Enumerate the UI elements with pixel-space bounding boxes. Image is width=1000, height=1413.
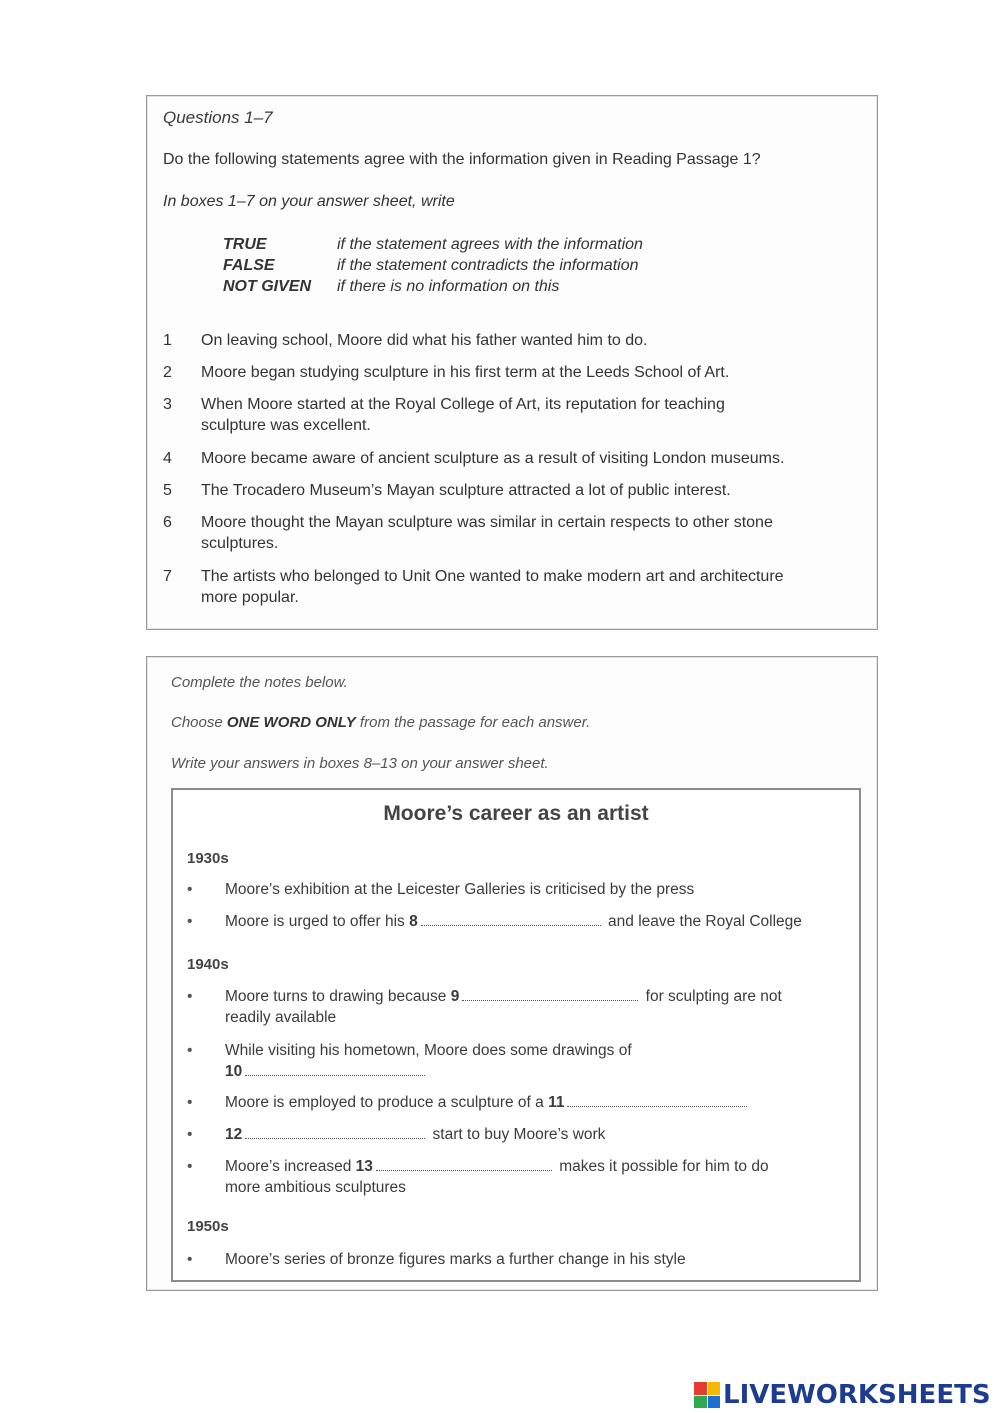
note-text-part: for sculpting are not <box>641 988 782 1005</box>
note-text-part: and leave the Royal College <box>603 913 802 930</box>
bullet-icon: • <box>187 913 193 930</box>
note-text <box>225 1124 847 1145</box>
question-line: sculptures. <box>201 535 279 552</box>
question-number: 6 <box>163 514 172 531</box>
answer-key <box>223 234 643 297</box>
note-bullet <box>187 1124 847 1145</box>
notes-completion-box <box>146 656 878 1291</box>
question-3 <box>163 394 861 436</box>
question-line: more popular. <box>201 589 299 606</box>
instruction-choose <box>171 714 590 731</box>
note-text <box>225 986 847 1028</box>
note-text <box>225 911 847 932</box>
key-term: TRUE <box>223 236 267 253</box>
instruction-text: from the passage for each answer. <box>355 714 591 731</box>
gap-number-11: 11 <box>548 1094 565 1111</box>
question-number: 2 <box>163 364 172 381</box>
logo-square <box>708 1382 721 1395</box>
bullet-icon: • <box>187 1094 193 1111</box>
logo-squares-icon <box>694 1382 720 1408</box>
bullet-icon: • <box>187 988 193 1005</box>
questions-box <box>146 95 878 630</box>
key-meaning: if the statement contradicts the information <box>337 257 639 274</box>
question-line: Moore thought the Mayan sculpture was similar in certain respects to other stone <box>201 514 773 531</box>
note-bullet <box>187 986 847 1028</box>
note-text: Moore’s series of bronze figures marks a further change in his style <box>225 1251 686 1268</box>
question-text <box>201 512 861 554</box>
question-text: The Trocadero Museum’s Mayan sculpture attracted a lot of public interest. <box>201 482 731 499</box>
key-meaning: if there is no information on this <box>337 278 560 295</box>
bullet-icon: • <box>187 1042 193 1059</box>
gap-number-9: 9 <box>450 988 460 1005</box>
note-text-part: more ambitious sculptures <box>225 1179 406 1196</box>
question-number: 3 <box>163 396 172 413</box>
bullet-icon: • <box>187 1126 193 1143</box>
decade-heading-1950s: 1950s <box>187 1218 229 1235</box>
note-text-part: Moore’s increased <box>225 1158 356 1175</box>
note-text-part: Moore is employed to produce a sculpture of a <box>225 1094 549 1111</box>
key-term: NOT GIVEN <box>223 278 312 295</box>
key-term: FALSE <box>223 257 275 274</box>
answer-gap-10[interactable] <box>245 1074 425 1076</box>
bullet-icon: • <box>187 1158 193 1175</box>
answer-gap-9[interactable] <box>462 999 638 1001</box>
note-bullet <box>187 911 847 932</box>
notes-title: Moore’s career as an artist <box>383 802 649 825</box>
note-text-part: Moore is urged to offer his <box>225 913 410 930</box>
liveworksheets-logo[interactable] <box>694 1380 991 1410</box>
note-bullet <box>187 879 847 900</box>
note-text: Moore’s exhibition at the Leicester Galleries is criticised by the press <box>225 881 695 898</box>
note-text <box>225 1092 847 1113</box>
gap-number-10: 10 <box>225 1063 243 1080</box>
question-line: sculpture was excellent. <box>201 417 371 434</box>
section-prompt: Do the following statements agree with the information given in Reading Passage 1? <box>163 151 761 168</box>
bullet-icon: • <box>187 1251 193 1268</box>
note-text-part: start to buy Moore’s work <box>428 1126 606 1143</box>
question-text: Moore began studying sculpture in his first term at the Leeds School of Art. <box>201 364 730 381</box>
note-text <box>225 1156 847 1198</box>
answer-gap-13[interactable] <box>376 1169 552 1171</box>
gap-number-12: 12 <box>225 1126 243 1143</box>
decade-heading-1940s: 1940s <box>187 956 229 973</box>
logo-text: LIVEWORKSHEETS <box>723 1380 991 1410</box>
question-1 <box>163 330 861 351</box>
question-2 <box>163 362 861 383</box>
note-text-part: Moore turns to drawing because <box>225 988 451 1005</box>
key-row-false <box>223 255 643 276</box>
question-number: 4 <box>163 450 172 467</box>
instruction-write: Write your answers in boxes 8–13 on your answer sheet. <box>171 755 549 772</box>
question-number: 7 <box>163 568 172 585</box>
answer-gap-12[interactable] <box>245 1137 425 1139</box>
note-bullet <box>187 1156 847 1198</box>
key-row-true <box>223 234 643 255</box>
instruction-emphasis: ONE WORD ONLY <box>226 714 356 731</box>
question-text: On leaving school, Moore did what his father wanted him to do. <box>201 332 648 349</box>
logo-square <box>708 1396 721 1409</box>
note-text-part: readily available <box>225 1009 337 1026</box>
answer-gap-8[interactable] <box>421 924 601 926</box>
question-line: When Moore started at the Royal College of Art, its reputation for teaching <box>201 396 725 413</box>
section-instruction: In boxes 1–7 on your answer sheet, write <box>163 193 455 210</box>
instruction-text: Choose <box>171 714 227 731</box>
question-number: 5 <box>163 482 172 499</box>
question-4 <box>163 448 861 469</box>
decade-heading-1930s: 1930s <box>187 850 229 867</box>
key-meaning: if the statement agrees with the information <box>337 236 643 253</box>
gap-number-13: 13 <box>355 1158 373 1175</box>
note-bullet <box>187 1249 847 1270</box>
instruction-complete: Complete the notes below. <box>171 674 348 691</box>
note-text-part: While visiting his hometown, Moore does some drawings of <box>225 1042 632 1059</box>
question-text: Moore became aware of ancient sculpture as a result of visiting London museums. <box>201 450 785 467</box>
note-text-part: makes it possible for him to do <box>554 1158 769 1175</box>
bullet-icon: • <box>187 881 193 898</box>
logo-square <box>694 1396 707 1409</box>
note-bullet <box>187 1092 847 1113</box>
notes-panel <box>171 788 861 1282</box>
gap-number-8: 8 <box>409 913 418 930</box>
logo-square <box>694 1382 707 1395</box>
question-6 <box>163 512 861 554</box>
question-5 <box>163 480 861 501</box>
question-text <box>201 566 861 608</box>
section-title: Questions 1–7 <box>163 108 273 127</box>
note-bullet <box>187 1040 847 1082</box>
question-7 <box>163 566 861 608</box>
question-number: 1 <box>163 332 172 349</box>
question-text <box>201 394 861 436</box>
key-row-not-given <box>223 276 643 297</box>
note-text <box>225 1040 847 1082</box>
question-line: The artists who belonged to Unit One wanted to make modern art and architecture <box>201 568 784 585</box>
answer-gap-11[interactable] <box>567 1105 747 1107</box>
